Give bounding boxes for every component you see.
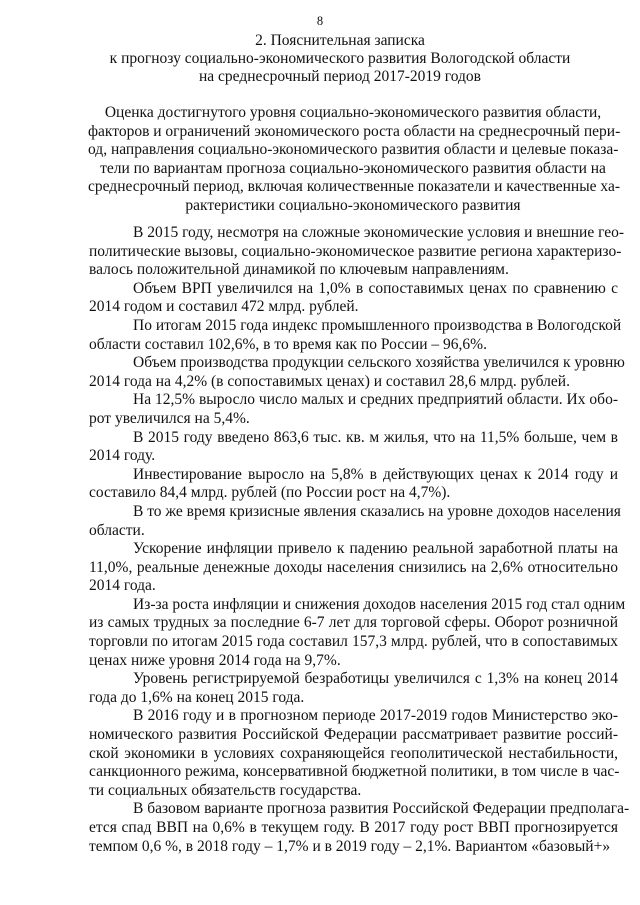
paragraph-line: года до 1,6% на конец 2015 года. [89, 688, 305, 706]
paragraph-line: 2014 годом и составил 472 млрд. рублей. [89, 298, 359, 316]
paragraph-line: 2014 году. [89, 447, 156, 465]
paragraph [89, 224, 625, 280]
paragraph-line: Объем ВРП увеличился на 1,0% в сопоставимых ценах по сравнению с [133, 279, 618, 297]
paragraph-line: На 12,5% выросло число малых и средних предприятий области. Их обо- [133, 391, 618, 409]
heading-line: Оценка достигнутого уровня социально-экономического развития области, [104, 104, 602, 121]
paragraph-line: Уровень регистрируемой безработицы увеличился с 1,3% на конец 2014 [133, 670, 618, 688]
heading-line: факторов и ограничений экономического роста области на среднесрочный пери- [88, 122, 621, 140]
paragraph-line: валось положительной динамикой по ключевым направлениям. [89, 261, 509, 279]
paragraph-line: Объем производства продукции сельского хозяйства увеличился к уровню [133, 354, 625, 372]
paragraph [89, 540, 618, 596]
paragraph [89, 800, 630, 856]
paragraph-line: В базовом варианте прогноза развития Российской Федерации предполага- [133, 800, 630, 818]
paragraph-line: области. [89, 521, 145, 539]
paragraph-line: из самых трудных за последние 6-7 лет для торговой сферы. Оборот розничной [89, 614, 618, 632]
paragraph-line: рот увеличился на 5,4%. [89, 409, 250, 427]
paragraph-line: составило 84,4 млрд. рублей (по России рост на 4,7%). [89, 484, 451, 502]
heading-line: од, направления социально-экономического развития области и целевые показа- [88, 141, 619, 158]
paragraph [89, 280, 618, 317]
paragraph [89, 595, 626, 670]
paragraph-line: В 2015 году введено 863,6 тыс. кв. м жилья, что на 11,5% больше, чем в [133, 428, 618, 446]
paragraph [89, 466, 618, 503]
body-text [89, 224, 630, 856]
paragraph-line: В 2015 году, несмотря на сложные экономические условия и внешние гео- [133, 224, 625, 241]
paragraph-line: 2014 года на 4,2% (в сопоставимых ценах) и составил 28,6 млрд. рублей. [89, 372, 570, 390]
paragraph-line: 2014 года. [89, 577, 156, 595]
paragraph-line: 11,0%, реальные денежные доходы населения снизились на 2,6% относительно [89, 558, 618, 576]
paragraph-line: ти социальных обязательств государства. [89, 781, 362, 799]
paragraph-line: Ускорение инфляции привело к падению реальной заработной платы на [133, 540, 618, 558]
paragraph [89, 316, 622, 354]
heading-line: среднесрочный период, включая количественные показатели и качественные ха- [88, 178, 620, 195]
title-line: к прогнозу социально-экономического развития Вологодской области [109, 50, 571, 67]
title-line: на среднесрочный период 2017-2019 годов [198, 68, 481, 85]
document-title [80, 32, 600, 86]
title-line: 2. Пояснительная записка [255, 32, 425, 49]
paragraph-line: торговли по итогам 2015 года составил 157,3 млрд. рублей, что в сопоставимых [89, 633, 618, 651]
paragraph-line: санкционного режима, консервативной бюджетной политики, в том числе в час- [89, 763, 620, 781]
paragraph [89, 391, 618, 428]
paragraph-line: ценах ниже уровня 2014 года на 9,7%. [89, 651, 341, 669]
paragraph-line: В 2016 году и в прогнозном периоде 2017-2019 годов Министерство эко- [133, 707, 618, 725]
paragraph-line: В то же время кризисные явления сказались на уровне доходов населения [133, 502, 621, 520]
paragraph [89, 707, 618, 800]
paragraph-line: По итогам 2015 года индекс промышленного производства в Вологодской [133, 316, 622, 334]
paragraph-line: Инвестирование выросло на 5,8% в действующих ценах к 2014 году и [133, 465, 618, 483]
heading-line: тели по вариантам прогноза социально-экономического развития области на [100, 159, 606, 177]
paragraph-line: Из-за роста инфляции и снижения доходов населения 2015 год стал одним [133, 595, 626, 613]
paragraph-line: номического развития Российской Федерации рассматривает развитие россий- [89, 726, 618, 744]
paragraph-line: политические вызовы, социально-экономическое развитие региона характеризо- [89, 242, 622, 260]
section-heading [88, 104, 621, 215]
paragraph-line: темпом 0,6 %, в 2018 году – 1,7% и в 2019 году – 2,1%. Вариантом «базовый+» [89, 837, 611, 855]
paragraph [89, 429, 618, 466]
paragraph [89, 502, 621, 540]
paragraph-line: ется спад ВВП на 0,6% в текущем году. В 2017 году рост ВВП прогнозируется [89, 819, 618, 836]
paragraph-line: области составил 102,6%, в то время как по России – 96,6%. [89, 335, 487, 353]
heading-line: рактеристики социально-экономического развития [185, 196, 521, 214]
paragraph-line: ской экономики в условиях сохраняющейся геополитической нестабильности, [89, 744, 618, 762]
paragraph [89, 670, 618, 707]
page-number: 8 [316, 14, 324, 28]
paragraph [89, 354, 625, 391]
